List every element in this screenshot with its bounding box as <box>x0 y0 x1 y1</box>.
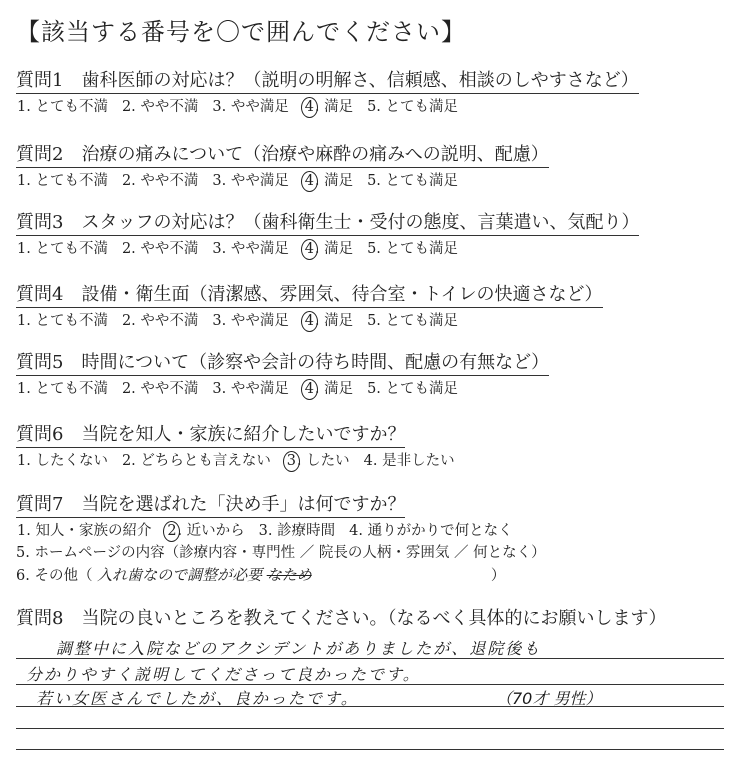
q8-handwriting-line-4: （70才 男性） <box>496 689 602 708</box>
question-7 <box>16 490 546 587</box>
answer-option[interactable]: 1. とても不満 <box>17 173 108 189</box>
question-title: 質問3 スタッフの対応は？（歯科衛生士・受付の態度、言葉遣い、気配り） <box>16 208 639 236</box>
answer-option[interactable]: 3. 診療時間 <box>258 523 336 539</box>
answer-options <box>16 238 639 260</box>
answer-option[interactable]: 5. とても満足 <box>367 99 459 115</box>
question-title: 質問4 設備・衛生面（清潔感、雰囲気、待合室・トイレの快適さなど） <box>16 280 603 308</box>
answer-option[interactable]: 1. とても不満 <box>17 313 108 329</box>
answer-options <box>16 450 469 472</box>
q7-other-struck-text: なため <box>266 566 312 584</box>
answer-option[interactable]: 3. やや満足 <box>212 241 289 257</box>
answer-option[interactable]: 2. やや不満 <box>121 241 199 257</box>
answer-option[interactable]: 2. やや不満 <box>121 99 199 115</box>
question-title: 質問2 治療の痛みについて（治療や麻酔の痛みへの説明、配慮） <box>16 140 549 168</box>
q8-handwriting-line-1: 調整中に入院などのアクシデントがありましたが、退院後も <box>56 639 542 658</box>
circle-mark: 4 <box>301 379 318 400</box>
circle-mark: 2 <box>163 521 180 542</box>
answer-option[interactable]: 2. やや不満 <box>121 381 199 397</box>
circle-mark: 4 <box>301 239 318 260</box>
answer-option-selected[interactable]: 2. 近いから <box>165 520 244 542</box>
answer-option[interactable]: 1. とても不満 <box>17 99 108 115</box>
answer-option-selected[interactable]: 4. 満足 <box>303 310 353 332</box>
answer-option-selected[interactable]: 4. 満足 <box>303 378 353 400</box>
answer-option[interactable]: 1. したくない <box>17 453 108 469</box>
q7-other-close: ） <box>490 568 506 584</box>
answer-rule <box>16 728 724 729</box>
q8-answer-area <box>16 630 724 760</box>
q7-option-5: 5. ホームページの内容（診療内容・専門性 ／ 院長の人柄・雰囲気 ／ 何となく） <box>16 545 546 561</box>
question-8 <box>16 604 666 631</box>
answer-options <box>16 310 603 332</box>
answer-option-selected[interactable]: 4. 満足 <box>303 238 353 260</box>
answer-option[interactable]: 4. 是非したい <box>363 453 455 469</box>
answer-option[interactable]: 5. とても満足 <box>367 381 459 397</box>
answer-option[interactable]: 5. とても満足 <box>367 313 459 329</box>
question-title: 質問1 歯科医師の対応は？（説明の明解さ、信頼感、相談のしやすさなど） <box>16 66 639 94</box>
answer-option[interactable]: 4. 通りがかりで何となく <box>349 523 513 539</box>
circle-mark: 4 <box>301 171 318 192</box>
answer-option[interactable]: 1. とても不満 <box>17 381 108 397</box>
q7-other-handwriting: 入れ歯なので調整が必要 <box>97 566 263 584</box>
answer-option-selected[interactable]: 3. したい <box>285 450 350 472</box>
answer-option-selected[interactable]: 4. 満足 <box>303 170 353 192</box>
question-title: 質問8 当院の良いところを教えてください。（なるべく具体的にお願いします） <box>16 608 667 629</box>
answer-option[interactable]: 1. 知人・家族の紹介 <box>17 523 152 539</box>
q7-other-label: 6. その他（ <box>16 568 93 584</box>
q7-option-6 <box>16 564 546 587</box>
circle-mark: 3 <box>283 451 300 472</box>
q7-options-row-1 <box>16 520 546 542</box>
question-6 <box>16 420 469 472</box>
page-heading: 【該当する番号を〇で囲んでください】 <box>16 18 466 46</box>
answer-option[interactable]: 5. とても満足 <box>367 173 459 189</box>
question-title: 質問6 当院を知人・家族に紹介したいですか？ <box>16 420 405 448</box>
answer-option[interactable]: 5. とても満足 <box>367 241 459 257</box>
answer-option[interactable]: 2. やや不満 <box>121 313 199 329</box>
answer-rule <box>16 749 724 750</box>
answer-options <box>16 96 639 118</box>
q8-handwriting-line-2: 分かりやすく説明してくださって良かったです。 <box>26 665 421 684</box>
question-title: 質問7 当院を選ばれた「決め手」は何ですか？ <box>16 490 405 518</box>
question-2 <box>16 140 549 192</box>
answer-option[interactable]: 2. やや不満 <box>121 173 199 189</box>
question-4 <box>16 280 603 332</box>
answer-option[interactable]: 3. やや満足 <box>212 313 289 329</box>
question-title: 質問5 時間について（診察や会計の待ち時間、配慮の有無など） <box>16 348 549 376</box>
answer-option-selected[interactable]: 4. 満足 <box>303 96 353 118</box>
question-3 <box>16 208 639 260</box>
question-5 <box>16 348 549 400</box>
answer-option[interactable]: 1. とても不満 <box>17 241 108 257</box>
answer-options <box>16 378 549 400</box>
q8-handwriting-line-3: 若い女医さんでしたが、良かったです。 <box>36 689 359 708</box>
answer-option[interactable]: 3. やや満足 <box>212 99 289 115</box>
answer-option[interactable]: 3. やや満足 <box>212 381 289 397</box>
circle-mark: 4 <box>301 97 318 118</box>
question-1 <box>16 66 639 118</box>
answer-option[interactable]: 2. どちらとも言えない <box>121 453 271 469</box>
answer-options <box>16 170 549 192</box>
circle-mark: 4 <box>301 311 318 332</box>
answer-option[interactable]: 3. やや満足 <box>212 173 289 189</box>
